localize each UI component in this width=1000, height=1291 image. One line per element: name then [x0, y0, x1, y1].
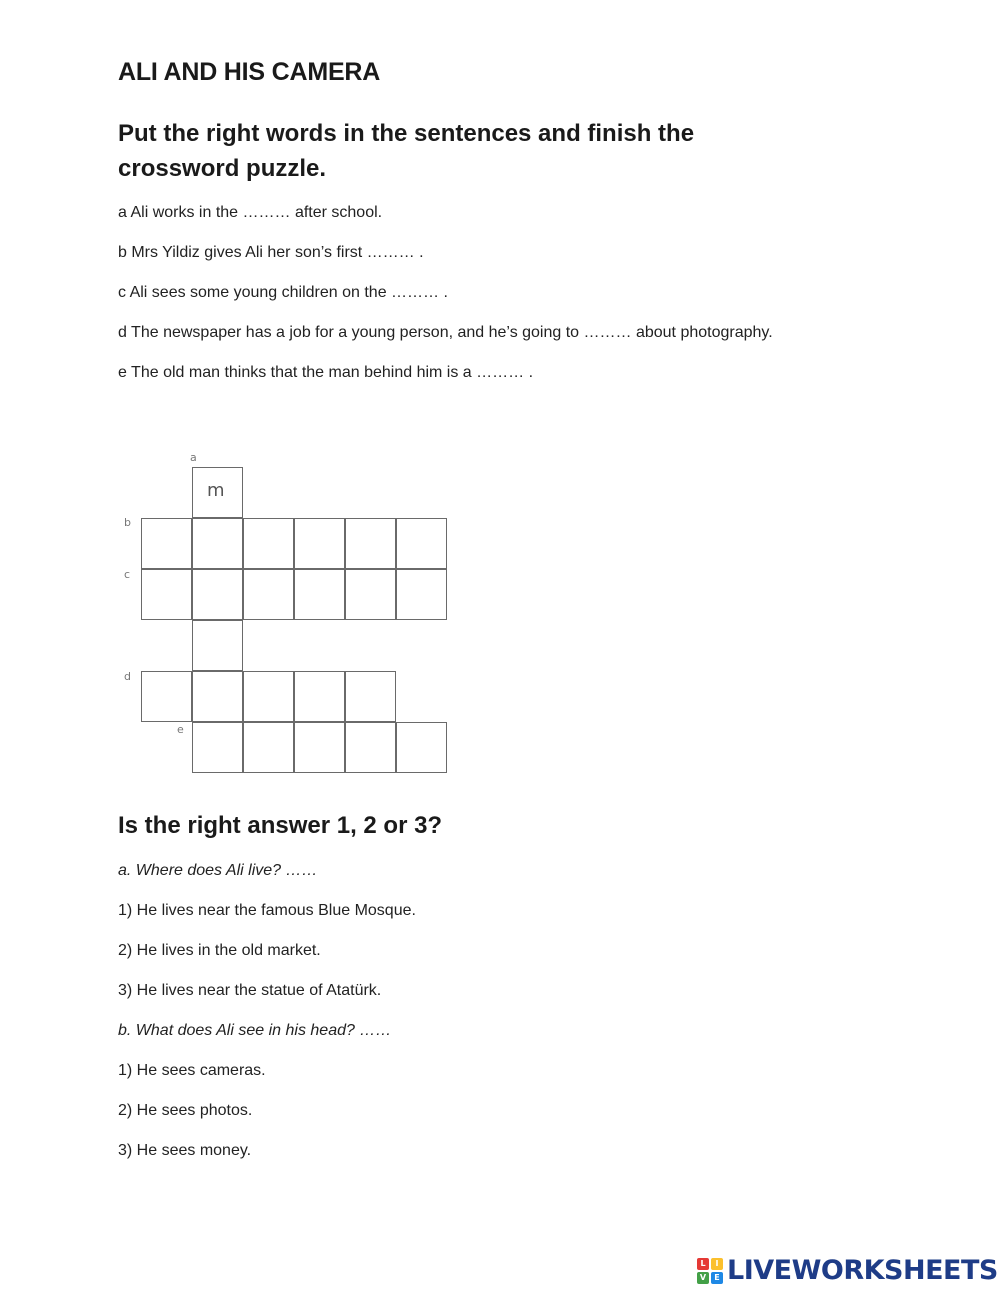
- crossword-cell[interactable]: [192, 722, 243, 773]
- sentence-d: d The newspaper has a job for a young person, and he’s going to ……… about photography.: [118, 324, 773, 341]
- liveworksheets-logo: [697, 1255, 998, 1286]
- logo-icon: [697, 1258, 723, 1284]
- crossword-cell[interactable]: [345, 518, 396, 569]
- clue-label-d: d: [124, 670, 131, 683]
- logo-block: V: [697, 1272, 709, 1284]
- crossword-cell[interactable]: [294, 569, 345, 620]
- crossword-cell[interactable]: [243, 722, 294, 773]
- crossword-cell[interactable]: [345, 569, 396, 620]
- crossword-cell[interactable]: [192, 518, 243, 569]
- crossword-cell[interactable]: [396, 569, 447, 620]
- clue-label-e: e: [177, 723, 184, 736]
- crossword-cell[interactable]: [396, 518, 447, 569]
- sentence-b: b Mrs Yildiz gives Ali her son’s first ……… .: [118, 244, 424, 261]
- crossword-cell[interactable]: [396, 722, 447, 773]
- answer-b-1: 1) He sees cameras.: [118, 1062, 266, 1079]
- crossword-given-letter: m: [207, 480, 225, 501]
- answer-b-2: 2) He sees photos.: [118, 1102, 253, 1119]
- crossword-cell[interactable]: [243, 569, 294, 620]
- crossword-cell[interactable]: [243, 671, 294, 722]
- page-title: ALI AND HIS CAMERA: [118, 58, 381, 86]
- crossword-cell[interactable]: [345, 722, 396, 773]
- logo-text: LIVEWORKSHEETS: [727, 1255, 998, 1286]
- crossword-instructions-heading: Put the right words in the sentences and finish the crossword puzzle.: [118, 120, 695, 182]
- answer-a-2: 2) He lives in the old market.: [118, 942, 321, 959]
- answer-a-3: 3) He lives near the statue of Atatürk.: [118, 982, 382, 999]
- crossword-cell[interactable]: [294, 671, 345, 722]
- crossword-cell[interactable]: [294, 518, 345, 569]
- crossword-cell[interactable]: [345, 671, 396, 722]
- crossword-cell[interactable]: [141, 518, 192, 569]
- sentence-e: e The old man thinks that the man behind him is a ……… .: [118, 364, 534, 381]
- clue-label-a: a: [190, 451, 197, 464]
- crossword-cell[interactable]: [192, 671, 243, 722]
- crossword-cell[interactable]: [192, 569, 243, 620]
- clue-label-b: b: [124, 516, 131, 529]
- clue-label-c: c: [124, 568, 131, 581]
- crossword-cell[interactable]: [141, 569, 192, 620]
- multiple-choice-heading: Is the right answer 1, 2 or 3?: [118, 812, 443, 839]
- logo-block: L: [697, 1258, 709, 1270]
- logo-block: I: [711, 1258, 723, 1270]
- crossword-cell[interactable]: [141, 671, 192, 722]
- answer-b-3: 3) He sees money.: [118, 1142, 252, 1159]
- sentence-a: a Ali works in the ……… after school.: [118, 204, 383, 221]
- question-b: b. What does Ali see in his head? ……: [118, 1022, 392, 1039]
- logo-block: E: [711, 1272, 723, 1284]
- crossword-cell[interactable]: [192, 620, 243, 671]
- crossword-cell[interactable]: [294, 722, 345, 773]
- crossword-cell[interactable]: [243, 518, 294, 569]
- answer-a-1: 1) He lives near the famous Blue Mosque.: [118, 902, 416, 919]
- sentence-c: c Ali sees some young children on the ……… .: [118, 284, 448, 301]
- question-a: a. Where does Ali live? ……: [118, 862, 318, 879]
